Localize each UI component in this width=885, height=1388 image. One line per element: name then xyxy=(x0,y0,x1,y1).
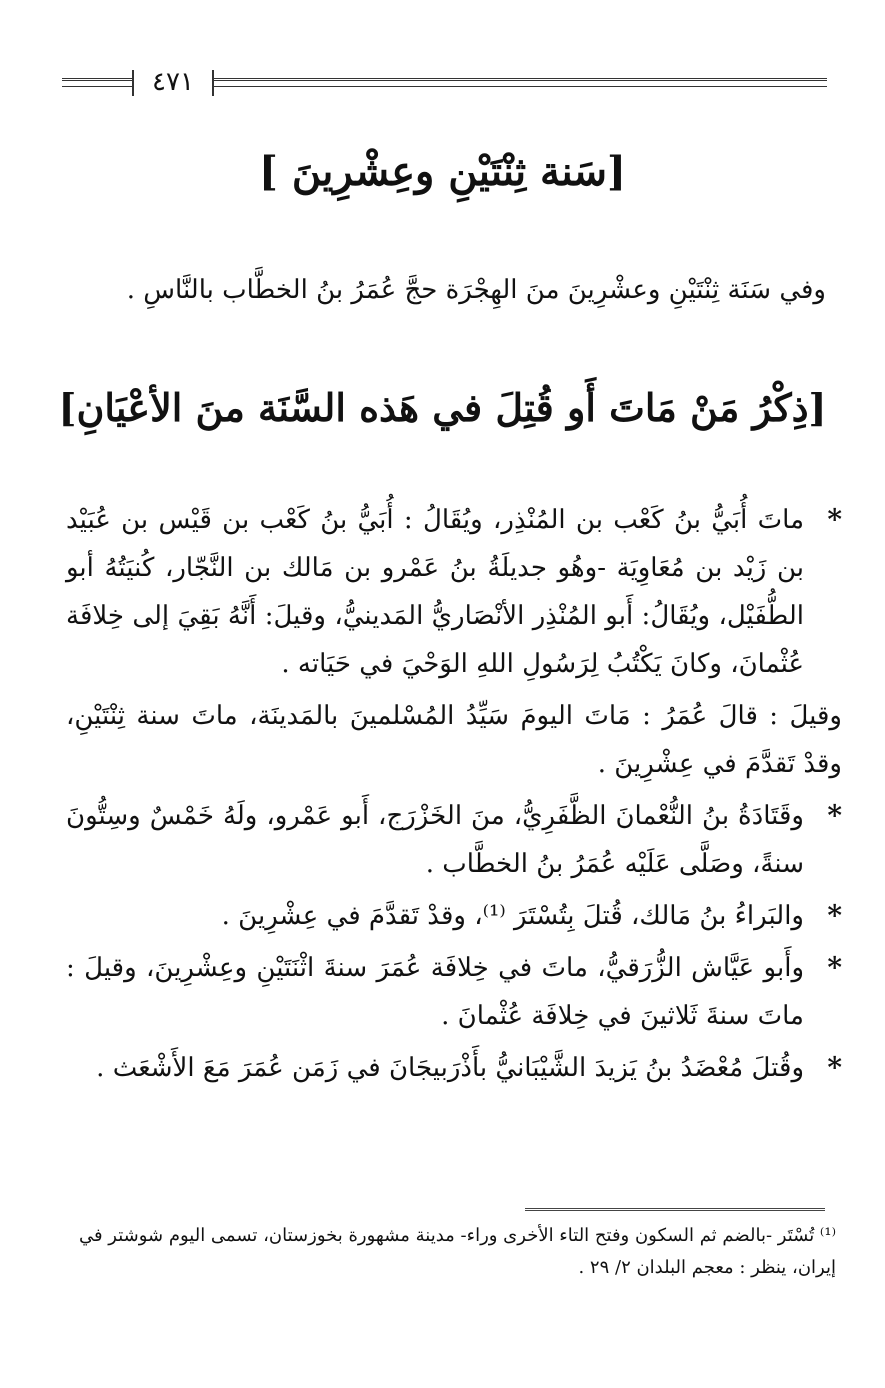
entry-text: وقيلَ : قالَ عُمَرُ : مَاتَ اليومَ سَيِّدُ المُسْلمينَ بالمَدينَة، ماتَ سنة ثِنْتَيْنِ، وقدْ تَقدَّمَ في عِشْرِينَ . xyxy=(66,701,842,779)
bullet-star: * xyxy=(827,503,842,536)
entry-paragraph xyxy=(66,792,842,888)
bullet-star: * xyxy=(827,1051,842,1084)
entry-paragraph xyxy=(66,692,842,788)
entry-text: والبَراءُ بنُ مَالك، قُتلَ بِتُسْتَرَ ⁽¹⁾، وقدْ تَقدَّمَ في عِشْرِينَ . xyxy=(221,901,804,931)
entry-text: وقُتلَ مُعْضَدُ بنُ يَزيدَ الشَّيْبَانيُّ بأَذْرَبيجَانَ في زَمَن عُمَرَ مَعَ الأَشْعَث . xyxy=(96,1053,804,1083)
page-header xyxy=(62,68,827,98)
header-rule-right xyxy=(214,78,827,87)
bullet-star: * xyxy=(827,899,842,932)
entries-list xyxy=(66,496,842,1096)
entry-paragraph xyxy=(66,496,842,688)
intro-paragraph: وفي سَنَة ثِنْتَيْنِ وعشْرِينَ منَ الهِجْرَة حجَّ عُمَرُ بنُ الخطَّاب بالنَّاسِ . xyxy=(126,275,826,305)
entry-paragraph xyxy=(66,892,842,940)
entry-paragraph xyxy=(66,1044,842,1092)
footnote: ⁽¹⁾ تُسْتَر -بالضم ثم السكون وفتح التاء الأخرى وراء- مدينة مشهورة بخوزستان، تسمى اليوم شوشتر في إيران، ينظر : معجم البلدان ٢/ ٢٩ . xyxy=(78,1225,836,1278)
entry-text: وقَتَادَةُ بنُ النُّعْمانَ الظَّفَرِيُّ، منَ الخَزْرَج، أَبو عَمْرو، ولَهُ خَمْسٌ وسِتُّونَ سنةً، وصَلَّى عَلَيْه عُمَرُ بنُ الخطَّاب . xyxy=(66,801,804,879)
year-heading: [سَنة ثِنْتَيْنِ وعِشْرِينَ ] xyxy=(259,148,626,195)
footnote-separator xyxy=(525,1208,825,1213)
entry-text: ماتَ أُبَيُّ بنُ كَعْب بن المُنْذِر، ويُقَالُ : أُبَيُّ بنُ كَعْب بن قَيْس بن عُبَيْد بن زَيْد بن مُعَاوِيَة -وهُو جديلَةُ بنُ عَمْرو بن مَالك بن النَّجّار، كُنيَتُهُ أبو الطُّفَيْل، ويُقَالُ: أَبو المُنْذِر الأنْصَاريُّ المَدينيُّ، وقيلَ: أَنَّهُ بَقِيَ إلى خِلافَة عُثْمانَ، وكانَ يَكْتُبُ لِرَسُولِ اللهِ الوَحْيَ في حَيَاته . xyxy=(66,505,804,679)
bullet-star: * xyxy=(827,799,842,832)
page-number: ٤٧١ xyxy=(152,67,194,97)
entry-text: وأَبو عَيَّاش الزُّرَقيُّ، ماتَ في خِلافَة عُمَرَ سنةَ اثْنَتَيْنِ وعِشْرِينَ، وقيلَ : ماتَ سنةَ ثَلاثينَ في خِلافَة عُثْمانَ . xyxy=(66,953,804,1031)
bullet-star: * xyxy=(827,951,842,984)
section-heading: [ذِكْرُ مَنْ مَاتَ أَو قُتِلَ في هَذه السَّنَة منَ الأعْيَانِ] xyxy=(58,385,827,430)
entry-paragraph xyxy=(66,944,842,1040)
header-rule-left xyxy=(62,78,132,87)
